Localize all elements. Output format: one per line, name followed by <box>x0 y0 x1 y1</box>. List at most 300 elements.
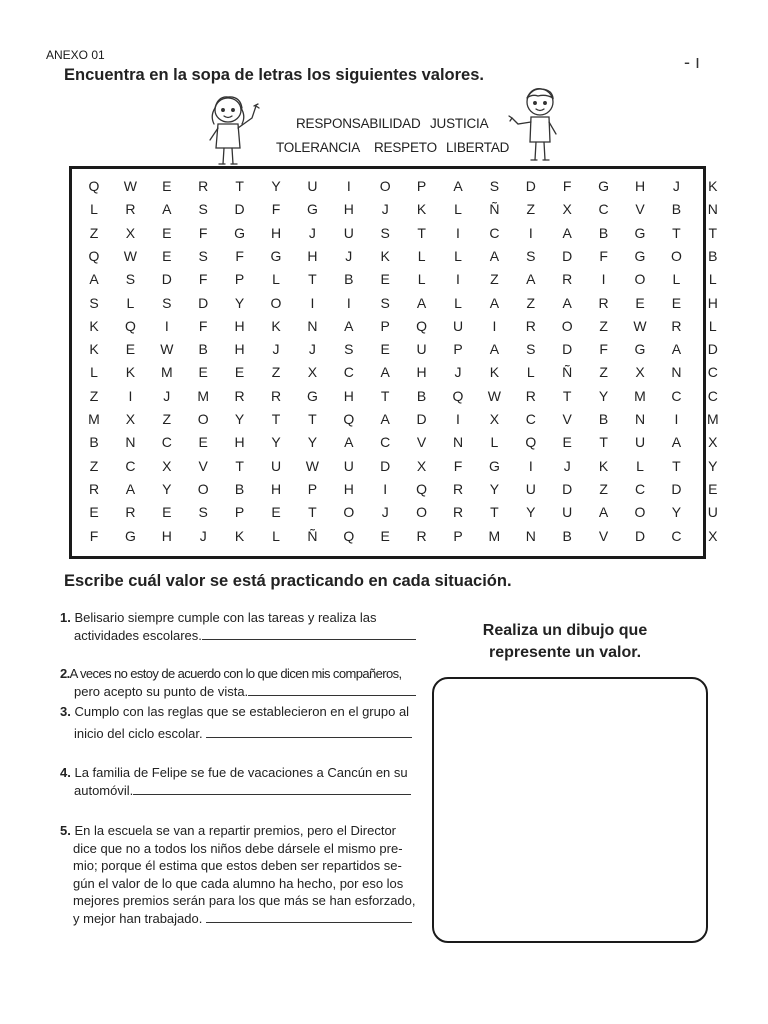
grid-letter: D <box>525 178 536 194</box>
grid-letter: G <box>124 527 136 544</box>
grid-letter: F <box>235 247 244 264</box>
grid-letter: G <box>598 178 610 194</box>
grid-letter: C <box>489 224 500 241</box>
grid-letter: Z <box>599 480 608 497</box>
grid-letter: L <box>636 457 644 474</box>
grid-letter: R <box>198 178 209 194</box>
grid-letter: T <box>308 271 317 288</box>
word-libertad: LIBERTAD <box>446 140 510 155</box>
grid-letter: I <box>456 224 460 241</box>
grid-letter: N <box>307 317 318 334</box>
grid-letter: J <box>672 178 680 194</box>
grid-letter: Y <box>671 504 682 521</box>
grid-letter: Q <box>416 480 428 497</box>
grid-letter: K <box>598 457 609 474</box>
grid-letter: Q <box>343 527 355 544</box>
grid-letter: S <box>344 341 354 358</box>
grid-letter: Ñ <box>562 364 573 381</box>
drawing-title-line-2: represente un valor. <box>488 644 642 661</box>
grid-letter: A <box>562 294 572 311</box>
grid-letter: Q <box>88 247 100 264</box>
question-number: 1. <box>60 610 71 625</box>
grid-letter: R <box>270 387 282 404</box>
word-tolerancia: TOLERANCIA <box>276 140 361 155</box>
grid-letter: N <box>671 364 682 381</box>
grid-letter: Z <box>89 224 99 241</box>
grid-letter: J <box>563 457 571 474</box>
grid-letter: H <box>634 178 646 194</box>
grid-letter: N <box>125 434 136 451</box>
grid-letter: H <box>343 201 354 218</box>
question-text: mio; porque él estima que estos deben ser repartidos se- <box>73 858 402 873</box>
grid-letter: T <box>308 411 317 427</box>
grid-letter: V <box>598 527 609 544</box>
grid-letter: S <box>162 294 172 311</box>
grid-letter: L <box>672 271 681 288</box>
grid-letter: X <box>562 201 572 218</box>
annex-label: ANEXO 01 <box>46 48 105 62</box>
grid-letter: S <box>526 247 536 264</box>
grid-letter: H <box>307 247 318 264</box>
grid-letter: F <box>89 527 99 544</box>
grid-letter: V <box>416 434 427 451</box>
grid-letter: D <box>161 271 172 288</box>
grid-letter: C <box>380 434 391 451</box>
grid-letter: D <box>707 341 718 358</box>
grid-letter: X <box>708 527 718 544</box>
grid-letter: J <box>272 341 280 358</box>
grid-letter: A <box>453 178 463 194</box>
grid-letter: I <box>528 224 533 241</box>
grid-letter: J <box>308 224 316 241</box>
grid-letter: B <box>708 247 718 264</box>
grid-letter: U <box>707 504 718 521</box>
grid-letter: W <box>305 457 319 474</box>
question-text: La familia de Felipe se fue de vacaciones a Cancún en su <box>74 765 408 780</box>
grid-letter: Y <box>271 434 281 451</box>
grid-letter: M <box>488 527 501 544</box>
grid-letter: R <box>525 317 536 334</box>
grid-letter: G <box>634 224 646 241</box>
grid-letter: P <box>416 178 427 194</box>
grid-letter: E <box>380 271 390 288</box>
wordsearch-grid <box>69 166 719 559</box>
grid-letter: J <box>308 341 316 358</box>
grid-letter: Q <box>525 434 537 451</box>
wordsearch-title: Encuentra en la sopa de letras los siguientes valores. <box>64 66 484 84</box>
grid-letter: L <box>126 294 135 311</box>
grid-letter: L <box>90 201 98 218</box>
grid-letter: E <box>562 434 572 451</box>
grid-letter: B <box>598 411 609 427</box>
grid-letter: E <box>234 364 245 381</box>
grid-letter: L <box>526 364 535 381</box>
grid-letter: L <box>490 434 499 451</box>
grid-letter: W <box>633 317 647 334</box>
grid-letter: A <box>489 341 500 358</box>
grid-letter: R <box>671 317 682 334</box>
page-corner-mark: - ı <box>684 52 700 72</box>
grid-letter: Z <box>162 411 172 427</box>
grid-letter: Z <box>526 294 536 311</box>
grid-letter: R <box>562 271 573 288</box>
grid-letter: O <box>197 411 209 427</box>
grid-letter: A <box>89 271 99 288</box>
grid-letter: T <box>235 178 244 194</box>
grid-letter: Y <box>598 387 609 404</box>
grid-letter: C <box>707 387 718 404</box>
grid-letter: B <box>562 527 572 544</box>
grid-letter: T <box>235 457 244 474</box>
question-5 <box>60 822 418 927</box>
grid-letter: L <box>417 247 426 264</box>
grid-letter: T <box>308 504 317 521</box>
grid-letter: A <box>671 341 682 358</box>
grid-letter: R <box>525 387 536 404</box>
grid-letter: P <box>234 504 245 521</box>
grid-letter: K <box>380 247 390 264</box>
grid-letter: H <box>416 364 427 381</box>
grid-letter: E <box>198 434 208 451</box>
grid-letter: E <box>198 364 208 381</box>
grid-letter: S <box>89 294 99 311</box>
boy-illustration-icon <box>508 84 568 166</box>
grid-letter: I <box>528 457 533 474</box>
grid-letter: X <box>125 224 136 241</box>
question-text: Cumplo con las reglas que se establecieron en el grupo al <box>74 704 410 719</box>
grid-letter: O <box>561 317 573 334</box>
grid-letter: W <box>487 387 501 404</box>
word-list <box>0 0 768 160</box>
grid-letter: T <box>672 224 681 241</box>
grid-letter: Z <box>599 317 608 334</box>
grid-letter: C <box>634 480 646 497</box>
grid-letter: U <box>525 480 536 497</box>
grid-letter: Z <box>526 201 536 218</box>
grid-letter: B <box>234 480 245 497</box>
grid-letter: T <box>417 224 426 241</box>
drawing-title-line-1: Realiza un dibujo que <box>482 622 648 639</box>
grid-letter: I <box>128 387 133 404</box>
grid-letter: T <box>708 224 718 241</box>
grid-letter: E <box>708 480 718 497</box>
question-number: 5. <box>60 823 71 838</box>
grid-letter: L <box>90 364 98 381</box>
grid-letter: B <box>198 341 208 358</box>
grid-letter: R <box>88 480 100 497</box>
grid-letter: I <box>346 294 351 311</box>
drawing-box[interactable] <box>432 677 708 943</box>
question-2 <box>60 665 420 700</box>
grid-letter: R <box>598 294 609 311</box>
grid-letter: W <box>123 178 137 194</box>
grid-letter: E <box>271 504 281 521</box>
grid-letter: C <box>707 364 718 381</box>
grid-letter: I <box>492 317 497 334</box>
grid-letter: O <box>416 504 428 521</box>
grid-letter: K <box>89 341 99 358</box>
question-text: dice que no a todos los niños debe dársele el mismo pre- <box>73 840 403 856</box>
grid-letter: K <box>89 317 99 334</box>
grid-letter: K <box>234 527 245 544</box>
grid-letter: Z <box>89 457 99 474</box>
grid-letter: J <box>381 201 389 218</box>
grid-letter: M <box>160 364 173 381</box>
grid-letter: G <box>634 247 646 264</box>
grid-letter: K <box>416 201 427 218</box>
grid-letter: H <box>234 317 245 334</box>
grid-letter: F <box>453 457 463 474</box>
grid-letter: F <box>599 341 608 358</box>
grid-letter: Z <box>599 364 608 381</box>
word-responsabilidad: RESPONSABILIDAD <box>296 116 421 131</box>
grid-letter: S <box>489 178 500 194</box>
grid-letter: Z <box>271 364 281 381</box>
question-text: En la escuela se van a repartir premios, pero el Director <box>74 823 397 838</box>
grid-letter: L <box>708 271 717 288</box>
answer-line-1[interactable] <box>202 627 416 640</box>
grid-letter: T <box>490 504 499 521</box>
grid-letter: A <box>489 294 500 311</box>
grid-letter: X <box>635 364 645 381</box>
question-4 <box>60 764 420 799</box>
grid-letter: X <box>162 457 172 474</box>
grid-letter: L <box>454 201 462 218</box>
grid-letter: I <box>674 411 679 427</box>
grid-letter: A <box>526 271 536 288</box>
grid-letter: K <box>125 364 136 381</box>
grid-letter: M <box>197 387 210 404</box>
grid-letter: O <box>270 294 282 311</box>
grid-letter: U <box>634 434 646 451</box>
grid-letter: Y <box>489 480 500 497</box>
grid-letter: F <box>562 178 572 194</box>
grid-letter: Z <box>490 271 499 288</box>
grid-letter: H <box>270 224 282 241</box>
grid-letter: N <box>452 434 464 451</box>
grid-letter: M <box>706 411 719 427</box>
grid-letter: A <box>598 504 609 521</box>
grid-letter: E <box>162 247 172 264</box>
grid-letter: Q <box>88 178 100 194</box>
grid-letter: H <box>343 387 354 404</box>
drawing-title <box>470 620 660 664</box>
grid-letter: I <box>164 317 169 334</box>
grid-letter: I <box>346 178 351 194</box>
grid-letter: V <box>198 457 208 474</box>
grid-letter: X <box>708 434 718 451</box>
grid-letter: K <box>489 364 500 381</box>
grid-letter: M <box>88 411 100 427</box>
grid-letter: D <box>634 527 646 544</box>
grid-letter: U <box>343 457 354 474</box>
grid-letter: D <box>671 480 682 497</box>
grid-letter: Q <box>452 387 464 404</box>
grid-letter: Y <box>307 434 318 451</box>
question-text: automóvil. <box>74 782 134 798</box>
grid-letter: K <box>708 178 718 194</box>
grid-letter: H <box>270 480 282 497</box>
grid-letter: F <box>198 317 208 334</box>
grid-letter: I <box>310 294 315 311</box>
grid-letter: G <box>634 341 646 358</box>
grid-letter: C <box>671 527 682 544</box>
grid-letter: T <box>562 387 572 404</box>
grid-letter: G <box>234 224 246 241</box>
grid-letter: U <box>562 504 573 521</box>
grid-letter: M <box>634 387 646 404</box>
grid-letter: H <box>343 480 354 497</box>
grid-letter: R <box>416 527 427 544</box>
grid-letter: Ñ <box>489 201 500 218</box>
grid-letter: W <box>123 247 137 264</box>
grid-letter: S <box>380 294 390 311</box>
grid-letter: Q <box>124 317 136 334</box>
question-text: A veces no estoy de acuerdo con lo que dicen mis compañeros, <box>69 666 402 681</box>
question-text: inicio del ciclo escolar. <box>74 725 203 741</box>
grid-letter: X <box>125 411 136 427</box>
grid-letter: A <box>416 294 427 311</box>
grid-letter: A <box>489 247 500 264</box>
grid-letter: T <box>380 387 390 404</box>
grid-letter: U <box>270 457 282 474</box>
grid-letter: C <box>125 457 136 474</box>
grid-letter: I <box>601 271 606 288</box>
grid-letter: J <box>163 387 171 404</box>
grid-letter: T <box>271 411 281 427</box>
grid-letter: Y <box>526 504 536 521</box>
grid-letter: E <box>162 504 172 521</box>
grid-letter: E <box>671 294 682 311</box>
grid-letter: S <box>125 271 136 288</box>
answer-line-3[interactable] <box>206 725 412 738</box>
grid-letter: Q <box>343 411 355 427</box>
grid-letter: A <box>380 364 390 381</box>
grid-letter: C <box>161 434 172 451</box>
grid-letter: R <box>234 387 245 404</box>
grid-letter: Y <box>234 411 245 427</box>
grid-letter: U <box>343 224 354 241</box>
grid-letter: I <box>456 271 460 288</box>
grid-letter: D <box>562 341 573 358</box>
grid-letter: F <box>599 247 608 264</box>
grid-letter: E <box>380 341 390 358</box>
grid-letter: D <box>234 201 245 218</box>
grid-letter: C <box>671 387 682 404</box>
grid-letter: H <box>234 434 245 451</box>
grid-letter: B <box>416 387 427 404</box>
grid-letter: F <box>198 224 208 241</box>
answer-line-2[interactable] <box>248 683 416 696</box>
answer-line-4[interactable] <box>133 782 411 795</box>
grid-letter: A <box>344 434 354 451</box>
word-respeto: RESPETO <box>374 140 437 155</box>
grid-letter: L <box>272 271 280 288</box>
grid-letter: L <box>417 271 426 288</box>
grid-letter: Z <box>89 387 99 404</box>
grid-letter: B <box>671 201 682 218</box>
grid-letter: S <box>526 341 536 358</box>
grid-letter: X <box>307 364 318 381</box>
grid-letter: P <box>307 480 318 497</box>
question-text: gún el valor de lo que cada alumno ha hecho, por eso los <box>73 875 404 891</box>
grid-letter: B <box>344 271 354 288</box>
grid-letter: X <box>489 411 500 427</box>
question-number: 2. <box>60 666 70 681</box>
grid-letter: I <box>456 411 460 427</box>
grid-letter: N <box>634 411 646 427</box>
grid-letter: Y <box>271 178 281 194</box>
grid-letter: A <box>380 411 390 427</box>
grid-letter: G <box>306 201 318 218</box>
grid-letter: E <box>162 224 172 241</box>
grid-letter: T <box>672 457 681 474</box>
grid-letter: R <box>125 201 136 218</box>
answer-line-5[interactable] <box>206 910 412 923</box>
grid-letter: S <box>198 201 208 218</box>
grid-letter: R <box>452 480 464 497</box>
grid-letter: W <box>160 341 174 358</box>
grid-letter: E <box>125 341 136 358</box>
grid-letter: C <box>525 411 536 427</box>
grid-letter: K <box>271 317 281 334</box>
grid-letter: I <box>383 480 388 497</box>
grid-letter: D <box>562 480 573 497</box>
grid-letter: R <box>452 504 464 521</box>
question-1 <box>60 609 420 644</box>
grid-letter: J <box>454 364 462 381</box>
grid-letter: U <box>416 341 427 358</box>
grid-letter: R <box>125 504 136 521</box>
grid-letter: P <box>453 341 463 358</box>
grid-letter: L <box>708 317 717 334</box>
grid-letter: A <box>344 317 354 334</box>
grid-letter: D <box>562 247 573 264</box>
grid-letter: C <box>598 201 609 218</box>
question-text: y mejor han trabajado. <box>73 910 203 926</box>
grid-letter: O <box>634 271 646 288</box>
grid-letter: G <box>306 387 318 404</box>
question-number: 4. <box>60 765 71 780</box>
grid-letter: Y <box>234 294 245 311</box>
grid-letter: D <box>198 294 209 311</box>
grid-letter: T <box>599 434 608 451</box>
grid-letter: O <box>197 480 209 497</box>
grid-letter: U <box>307 178 318 194</box>
question-text: mejores premios serán para los que más se han esforzado, <box>73 893 416 908</box>
grid-letter: E <box>380 527 390 544</box>
grid-letter: D <box>380 457 391 474</box>
grid-letter: F <box>198 271 208 288</box>
grid-letter: H <box>234 341 245 358</box>
grid-letter: Q <box>416 317 428 334</box>
grid-letter: V <box>635 201 645 218</box>
grid-letter: O <box>379 178 391 194</box>
grid-letter: Ñ <box>307 527 318 544</box>
grid-letter: N <box>707 201 718 218</box>
grid-letter: E <box>89 504 99 521</box>
grid-letter: S <box>380 224 390 241</box>
grid-letter: E <box>162 178 172 194</box>
grid-letter: C <box>343 364 354 381</box>
grid-letter: O <box>670 247 682 264</box>
grid-letter: A <box>125 480 136 497</box>
question-text: actividades escolares. <box>74 627 202 643</box>
grid-letter: S <box>198 504 208 521</box>
question-number: 3. <box>60 704 71 719</box>
grid-letter: E <box>635 294 645 311</box>
grid-letter: L <box>454 247 462 264</box>
